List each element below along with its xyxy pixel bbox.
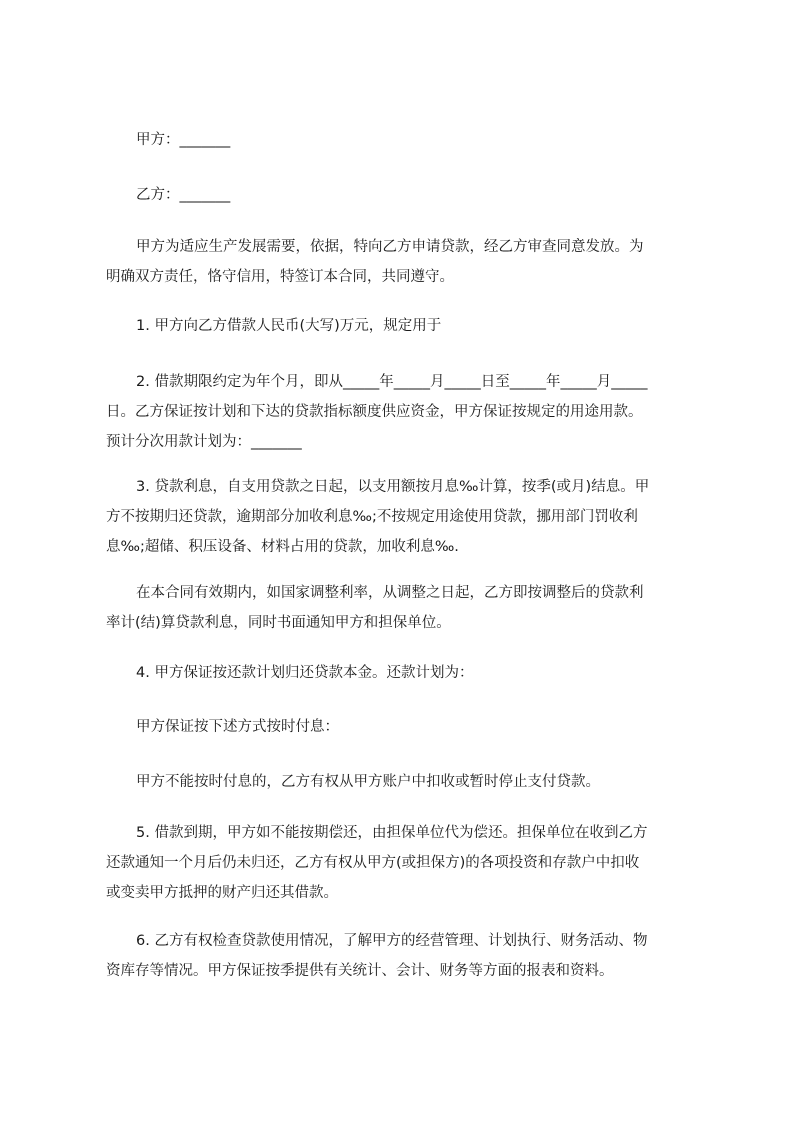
clause-3-line-2: 方不按期归还贷款，逾期部分加收利息‰;不按规定用途使用贷款，挪用部门罚收利 xyxy=(106,509,638,525)
clause-6-line-1: 6. 乙方有权检查贷款使用情况，了解甲方的经营管理、计划执行、财务活动、物 xyxy=(136,933,648,949)
party-a-line: 甲方：_______ xyxy=(136,132,231,148)
intro-line-2: 明确双方责任，恪守信用，特签订本合同，共同遵守。 xyxy=(106,269,454,285)
interest-method-line: 甲方保证按下述方式按时付息： xyxy=(136,719,339,735)
clause-5-line-1: 5. 借款到期，甲方如不能按期偿还，由担保单位代为偿还。担保单位在收到乙方 xyxy=(136,825,648,841)
rate-adjust-line-2: 率计(结)算贷款利息，同时书面通知甲方和担保单位。 xyxy=(106,615,451,631)
clause-6 xyxy=(106,926,702,986)
party-b-line: 乙方：_______ xyxy=(136,187,231,203)
clause-5-line-3: 或变卖甲方抵押的财产归还其借款。 xyxy=(106,885,338,901)
rate-adjust-paragraph xyxy=(106,578,702,638)
clause-6-line-2: 资库存等情况。甲方保证按季提供有关统计、会计、财务等方面的报表和资料。 xyxy=(106,963,614,979)
clause-5-line-2: 还款通知一个月后仍未归还，乙方有权从甲方(或担保方)的各项投资和存款户中扣收 xyxy=(106,855,640,871)
default-interest-line: 甲方不能按时付息的，乙方有权从甲方账户中扣收或暂时停止支付贷款。 xyxy=(136,774,600,790)
clause-2 xyxy=(106,367,702,457)
clause-5 xyxy=(106,818,702,908)
clause-4: 4. 甲方保证按还款计划归还贷款本金。还款计划为： xyxy=(136,665,474,681)
clause-2-line-2: 日。乙方保证按计划和下达的贷款指标额度供应资金，甲方保证按规定的用途用款。 xyxy=(106,404,643,420)
intro-paragraph xyxy=(106,232,702,292)
clause-2-line-3: 预计分次用款计划为：_______ xyxy=(106,434,302,450)
intro-line-1: 甲方为适应生产发展需要，依据，特向乙方申请贷款，经乙方审查同意发放。为 xyxy=(136,239,644,255)
clause-1: 1. 甲方向乙方借款人民币(大写)万元，规定用于 xyxy=(136,318,442,334)
clause-3 xyxy=(106,472,702,562)
clause-2-line-1: 2. 借款期限约定为年个月，即从_____年_____月_____日至_____年_____月_____ xyxy=(136,374,648,390)
clause-3-line-3: 息‰;超储、积压设备、材料占用的贷款，加收利息‰. xyxy=(106,539,459,555)
rate-adjust-line-1: 在本合同有效期内，如国家调整利率，从调整之日起，乙方即按调整后的贷款利 xyxy=(136,585,644,601)
clause-3-line-1: 3. 贷款利息，自支用贷款之日起，以支用额按月息‰计算，按季(或月)结息。甲 xyxy=(136,479,650,495)
